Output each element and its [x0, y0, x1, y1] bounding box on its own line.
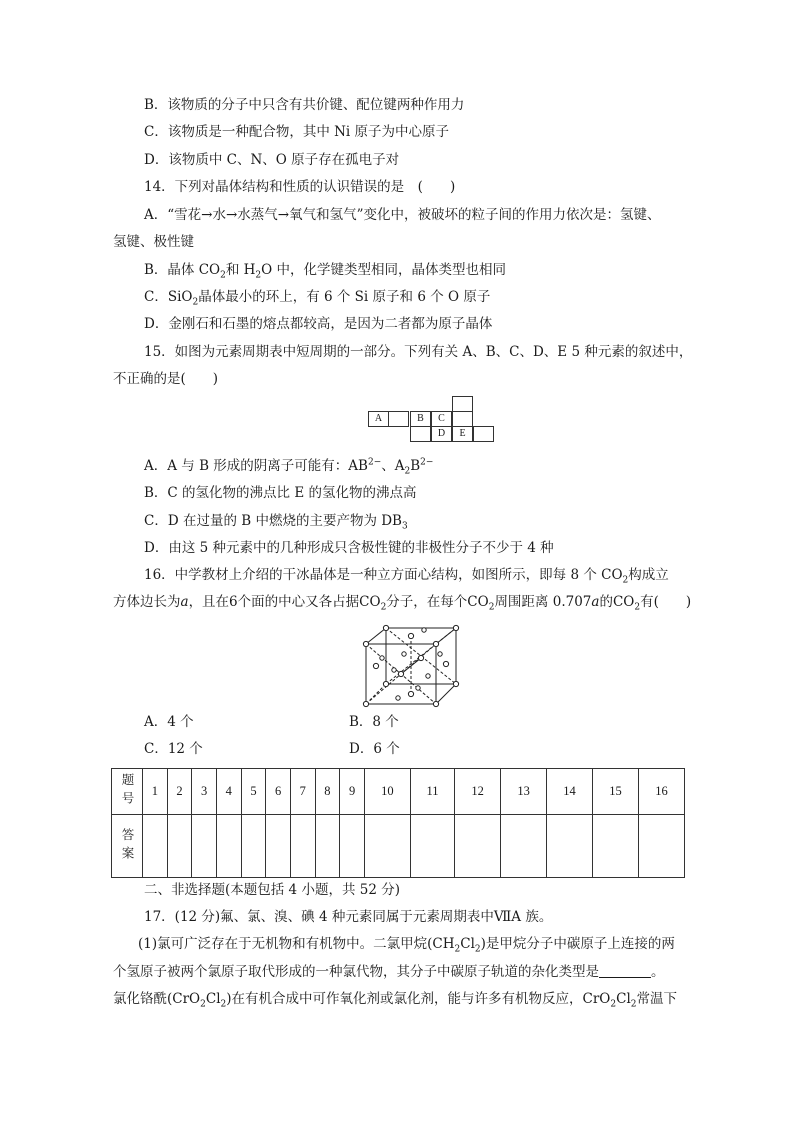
answer-table-number-cell: 12 — [455, 769, 501, 815]
q15-stem-line2: 不正确的是( ) — [113, 371, 219, 387]
q13-option-b: B．该物质的分子中只含有共价键、配位键两种作用力 — [144, 97, 465, 113]
ptable-cell-b: B — [410, 411, 431, 427]
q14-option-b: B．晶体 $CO_2$和 $H_2O$ 中，化学键类型相同，晶体类型也相同 — [144, 262, 507, 281]
answer-table-number-label: 题号 — [112, 769, 143, 815]
answer-table-answer-cell[interactable] — [143, 815, 168, 878]
answer-table-number-cell: 14 — [547, 769, 593, 815]
q14-stem: 14．下列对晶体结构和性质的认识错误的是 ( ) — [144, 179, 456, 195]
answer-table-number-cell: 1 — [143, 769, 168, 815]
ptable-cell-empty — [410, 426, 431, 442]
q17-para1-line1: (1)氯可广泛存在于无机物和有机物中。二氯甲烷$(CH_2Cl_2)$是甲烷分子中碳原子上连接的两 — [138, 936, 675, 955]
ptable-cell-empty — [388, 411, 409, 427]
q13-option-c: C．该物质是一种配合物，其中 Ni 原子为中心原子 — [144, 124, 450, 140]
answer-table-number-cell: 11 — [410, 769, 454, 815]
q16-option-a: A．4 个 — [144, 714, 194, 730]
ptable-cell-empty — [473, 426, 494, 442]
answer-table-number-cell: 6 — [266, 769, 291, 815]
q15-option-a: A．A 与 B 形成的阴离子可能有：$AB^{2-}$、$A_2B^{2-}$ — [144, 457, 434, 477]
answer-table-number-cell: 10 — [364, 769, 410, 815]
answer-table-answer-cell[interactable] — [501, 815, 547, 878]
q13-option-d: D．该物质中 C、N、O 原子存在孤电子对 — [144, 152, 400, 168]
q14-option-d: D．金刚石和石墨的熔点都较高，是因为二者都为原子晶体 — [144, 316, 493, 332]
ptable-cell-e: E — [452, 426, 473, 442]
answer-table-answer-cell[interactable] — [192, 815, 217, 878]
answer-table-number-cell: 3 — [192, 769, 217, 815]
answer-table-answer-cell[interactable] — [455, 815, 501, 878]
answer-table-number-cell: 15 — [592, 769, 638, 815]
ptable-cell-c: C — [431, 411, 452, 427]
answer-table-number-cell: 16 — [638, 769, 684, 815]
answer-table-answer-cell[interactable] — [638, 815, 684, 878]
answer-table-answer-cell[interactable] — [592, 815, 638, 878]
answer-table-answer-cell[interactable] — [410, 815, 454, 878]
q16-stem-line1: 16．中学教材上介绍的干冰晶体是一种立方面心结构，如图所示，即每 8 个 $CO_2$构成立 — [144, 567, 669, 586]
answer-table-number-cell: 8 — [315, 769, 340, 815]
answer-table-number-cell: 7 — [290, 769, 315, 815]
section2-title: 二、非选择题(本题包括 4 小题，共 52 分) — [144, 882, 400, 898]
answer-table-answer-cell[interactable] — [266, 815, 291, 878]
q16-stem-line2: 方体边长为a，且在6个面的中心又各占据$CO_2$分子，在每个$CO_2$周围距离 0.707a的$CO_2$有( ) — [113, 594, 692, 613]
dry-ice-crystal-figure — [356, 618, 466, 710]
answer-table-answer-cell[interactable] — [241, 815, 266, 878]
q17-stem: 17．(12 分)氟、氯、溴、碘 4 种元素同属于元素周期表中ⅦA 族。 — [144, 909, 553, 925]
ptable-cell-empty — [452, 411, 473, 427]
q16-option-d: D．6 个 — [349, 741, 400, 757]
q15-stem-line1: 15．如图为元素周期表中短周期的一部分。下列有关 A、B、C、D、E 5 种元素的叙述中， — [144, 344, 693, 360]
q16-option-b: B．8 个 — [349, 714, 399, 730]
q17-para1-line3: 氯化铬酰$(CrO_2Cl_2)$在有机合成中可作氧化剂或氯化剂，能与许多有机物反应，$CrO_2Cl_2$常温下 — [113, 991, 677, 1010]
answer-table-answer-cell[interactable] — [547, 815, 593, 878]
q14-option-a-line2: 氢键、极性键 — [113, 234, 194, 250]
answer-table-number-cell: 2 — [167, 769, 192, 815]
answer-table-number-cell: 13 — [501, 769, 547, 815]
answer-table-answer-cell[interactable] — [340, 815, 365, 878]
answer-table — [111, 768, 685, 878]
ptable-cell-empty-top — [452, 396, 473, 412]
ptable-cell-d: D — [431, 426, 452, 442]
answer-table-answer-label: 答案 — [112, 815, 143, 878]
answer-table-answer-cell[interactable] — [364, 815, 410, 878]
answer-table-answer-cell[interactable] — [167, 815, 192, 878]
answer-table-answer-cell[interactable] — [216, 815, 241, 878]
q16-option-c: C．12 个 — [144, 741, 203, 757]
answer-table-number-cell: 4 — [216, 769, 241, 815]
answer-table-number-cell: 5 — [241, 769, 266, 815]
answer-table-number-cell: 9 — [340, 769, 365, 815]
q14-option-c: C．SiO$_2$晶体最小的环上，有 6 个 Si 原子和 6 个 O 原子 — [144, 289, 491, 308]
q15-option-c: C．D 在过量的 B 中燃烧的主要产物为 $DB_3$ — [144, 513, 408, 532]
answer-table-answer-cell[interactable] — [315, 815, 340, 878]
ptable-cell-a: A — [368, 411, 389, 427]
answer-blank[interactable] — [599, 965, 651, 978]
q14-option-a-line1: A．“雪花→水→水蒸气→氧气和氢气”变化中，被破坏的粒子间的作用力依次是：氢键、 — [144, 207, 661, 223]
answer-table-answer-cell[interactable] — [290, 815, 315, 878]
q15-option-d: D．由这 5 种元素中的几种形成只含极性键的非极性分子不少于 4 种 — [144, 540, 554, 556]
q17-para1-line2: 个氢原子被两个氯原子取代形成的一种氯代物，其分子中碳原子轨道的杂化类型是 。 — [113, 964, 665, 980]
q15-option-b: B．C 的氢化物的沸点比 E 的氢化物的沸点高 — [144, 485, 417, 501]
